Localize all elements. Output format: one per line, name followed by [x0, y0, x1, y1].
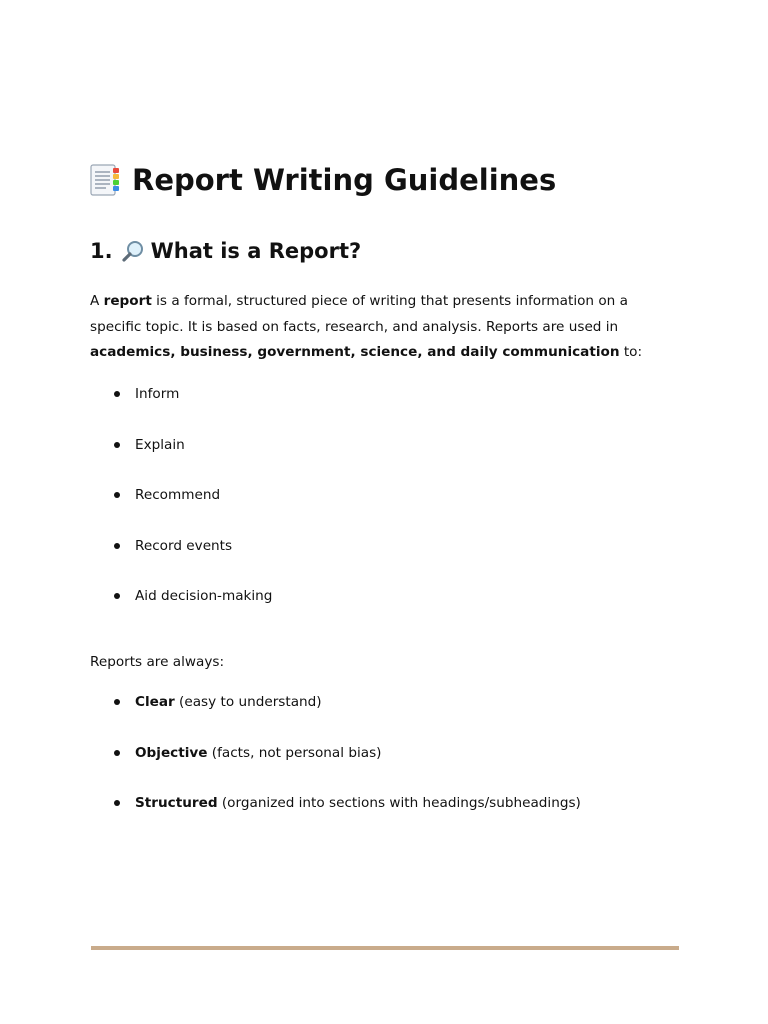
list-item-text: Record events: [135, 537, 233, 554]
list-item: [90, 383, 272, 434]
intro-paragraph: [90, 289, 682, 366]
bullet-icon: [114, 800, 120, 806]
bookmark-tabs-icon: [90, 163, 120, 197]
list-item: [90, 585, 272, 636]
quality-desc: (organized into sections with headings/subheadings): [217, 795, 581, 811]
footer-divider: [91, 946, 679, 950]
list-item: [90, 691, 581, 742]
always-label: Reports are always:: [90, 654, 225, 670]
intro-text-2: is a formal, structured piece of writing that presents information on a specific topic. It is based on facts, research, and analysis. Reports are used in: [90, 293, 628, 335]
quality-term: Clear: [135, 694, 175, 710]
intro-bold-fields: academics, business, government, science, and daily communication: [90, 344, 620, 360]
page-title: [90, 160, 556, 200]
list-item: [90, 484, 272, 535]
list-item: [90, 535, 272, 586]
bullet-icon: [114, 492, 120, 498]
intro-text-3: to:: [619, 344, 643, 360]
quality-term: Structured: [135, 795, 218, 811]
quality-term: Objective: [135, 744, 208, 761]
list-item-text: Inform: [135, 386, 180, 402]
quality-desc: (facts, not personal bias): [207, 744, 382, 761]
purposes-list: [90, 383, 272, 636]
intro-text-1: A: [90, 293, 104, 309]
list-item-text: Aid decision-making: [135, 588, 273, 604]
qualities-list: [90, 691, 581, 843]
list-item-text: Recommend: [135, 487, 221, 503]
section-heading-text: What is a Report?: [150, 239, 362, 263]
bullet-icon: [114, 543, 120, 549]
list-item: [90, 742, 581, 793]
bullet-icon: [114, 391, 120, 397]
list-item: [90, 434, 272, 485]
bullet-icon: [114, 699, 120, 705]
magnifying-glass-icon: [121, 239, 145, 263]
section-number: 1.: [90, 239, 113, 263]
section-heading: [90, 234, 361, 268]
intro-bold-report: report: [103, 293, 152, 309]
page-title-text: Report Writing Guidelines: [132, 163, 557, 197]
bullet-icon: [114, 442, 120, 448]
bullet-icon: [114, 750, 120, 756]
bullet-icon: [114, 593, 120, 599]
quality-desc: (easy to understand): [174, 694, 322, 710]
list-item: [90, 792, 581, 843]
list-item-text: Explain: [135, 436, 185, 453]
